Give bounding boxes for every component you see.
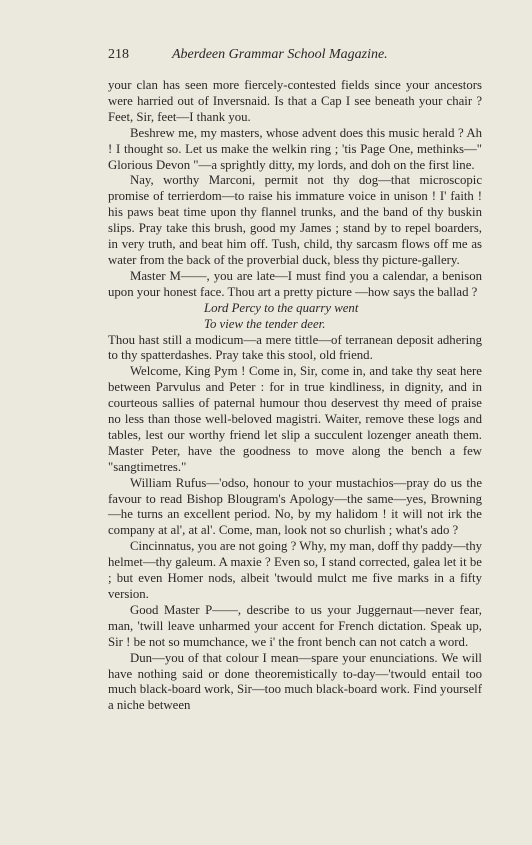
ballad-quote (204, 301, 482, 333)
paragraph: Thou hast still a modicum—a mere tittle—of terranean deposit adhering to thy spatterdashes. Pray take this stool, old friend. (108, 332, 482, 363)
paragraph: Good Master P——, describe to us your Juggernaut—never fear, man, 'twill leave unharmed your accent for French dictation. Speak up, Sir ! be not so mumchance, we i' the front bench can not catch a word. (108, 602, 482, 649)
running-title: Aberdeen Grammar School Magazine. (172, 47, 388, 62)
paragraph: Cincinnatus, you are not going ? Why, my man, doff thy paddy—thy helmet—thy galeum. A maxie ? Even so, I stand corrected, galea let it be ; but even Homer nods, albeit 'twould mulct me five marks in a fifty version. (108, 539, 482, 601)
running-header (108, 46, 484, 64)
paragraph: your clan has seen more fiercely-contested fields since your ancestors were harried out of Inversnaid. Is that a Cap I see beneath your chair ? Feet, Sir, feet—I thank you. (108, 78, 482, 124)
verse-line: Lord Percy to the quarry went (204, 300, 359, 315)
paragraph: Nay, worthy Marconi, permit not thy dog—that microscopic promise of terrierdom—to raise his immature voice in unison ! I' faith ! his paws beat time upon thy flannel trunks, and the band of thy buskin slips. Pray take this brush, good my James ; stand by to repel boarders, in very truth, and beat him off. Tush, child, thy sarcasm flows off me as water from the back of the proverbial duck, bless thy picture-gallery. (108, 173, 482, 267)
paragraph: Beshrew me, my masters, whose advent does this music herald ? Ah ! I thought so. Let us make the welkin ring ; 'tis Page One, methinks—" Glorious Devon "—a sprightly ditty, my lords, and doh on the first line. (108, 125, 482, 172)
page-number: 218 (108, 47, 129, 62)
body-text (108, 78, 482, 714)
paragraph: William Rufus—'odso, honour to your mustachios—pray do us the favour to read Bishop Blougram's Apology—the same—yes, Browning—he turns an excellent period. No, by my halidom ! it will not irk the company at al', at al'. Come, man, look not so churlish ; what's ado ? (108, 475, 482, 538)
paragraph: Master M——, you are late—I must find you a calendar, a benison upon your honest face. Thou art a pretty picture —how says the ballad ? (108, 268, 482, 299)
paragraph: Dun—you of that colour I mean—spare your enunciations. We will have nothing said or done theoremistically to-day—'twould entail too much black-board work, Sir—too much black-board work. Find yourself a niche between (108, 650, 482, 713)
paragraph: Welcome, King Pym ! Come in, Sir, come in, and take thy seat here between Parvulus and Peter : for in true kindliness, in dignity, and in courteous sallies of paternal humour thou deservest thy meed of praise no less than those well-beloved magistri. Waiter, remove these logs and tables, lest our worthy friend let slip a succulent lozenger aneath them. Master Peter, have the goodness to move along the bench a few "sangtimetres." (108, 364, 482, 474)
verse-line: To view the tender deer. (204, 316, 326, 331)
